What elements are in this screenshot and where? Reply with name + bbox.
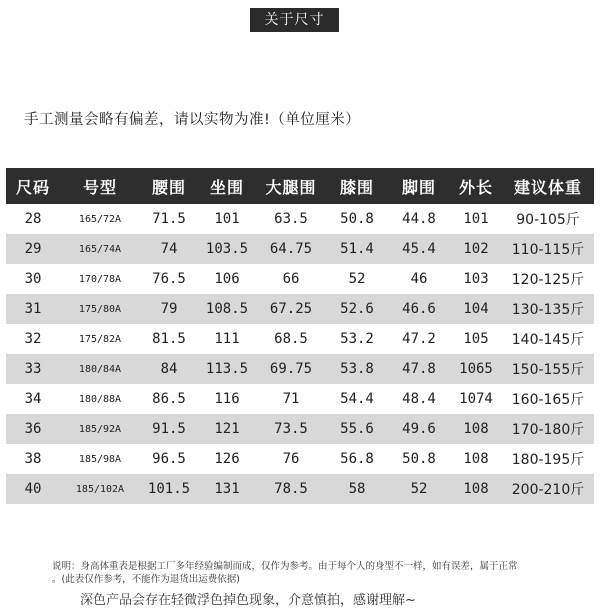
header-size: 尺码 [6,168,60,204]
cell-leg-opening: 52 [388,474,450,504]
cell-waist: 74 [140,234,198,264]
cell-leg-opening: 50.8 [388,444,450,474]
cell-weight: 160-165斤 [502,384,594,414]
cell-hip: 121 [198,414,256,444]
cell-waist: 96.5 [140,444,198,474]
table-row [6,384,594,414]
cell-weight: 120-125斤 [502,264,594,294]
cell-waist: 71.5 [140,204,198,234]
cell-weight: 150-155斤 [502,354,594,384]
cell-thigh: 67.25 [256,294,326,324]
cell-waist: 81.5 [140,324,198,354]
cell-leg-opening: 48.4 [388,384,450,414]
cell-weight: 180-195斤 [502,444,594,474]
cell-size: 38 [6,444,60,474]
table-row [6,324,594,354]
footnote-line-1: 说明：身高体重表是根据工厂多年经验编制而成，仅作为参考。由于每个人的身型不一样，如有误差，属于正常 [52,561,518,572]
cell-model: 175/80A [60,294,140,324]
cell-waist: 91.5 [140,414,198,444]
cell-waist: 84 [140,354,198,384]
cell-size: 34 [6,384,60,414]
section-title: 关于尺寸 [250,8,339,32]
cell-size: 32 [6,324,60,354]
header-outseam: 外长 [450,168,502,204]
cell-knee: 53.8 [326,354,388,384]
cell-leg-opening: 46.6 [388,294,450,324]
cell-knee: 55.6 [326,414,388,444]
cell-waist: 101.5 [140,474,198,504]
cell-model: 165/74A [60,234,140,264]
cell-weight: 130-135斤 [502,294,594,324]
cell-knee: 54.4 [326,384,388,414]
cell-size: 30 [6,264,60,294]
header-thigh: 大腿围 [256,168,326,204]
cell-knee: 53.2 [326,324,388,354]
cell-knee: 52.6 [326,294,388,324]
cell-leg-opening: 44.8 [388,204,450,234]
table-row [6,354,594,384]
cell-hip: 126 [198,444,256,474]
cell-waist: 76.5 [140,264,198,294]
cell-leg-opening: 45.4 [388,234,450,264]
cell-model: 185/98A [60,444,140,474]
cell-knee: 58 [326,474,388,504]
table-row [6,264,594,294]
cell-model: 180/88A [60,384,140,414]
cell-outseam: 108 [450,414,502,444]
cell-leg-opening: 47.2 [388,324,450,354]
cell-hip: 103.5 [198,234,256,264]
header-waist: 腰围 [140,168,198,204]
cell-outseam: 102 [450,234,502,264]
table-row [6,234,594,264]
cell-size: 40 [6,474,60,504]
cell-thigh: 66 [256,264,326,294]
cell-thigh: 64.75 [256,234,326,264]
cell-outseam: 103 [450,264,502,294]
cell-leg-opening: 49.6 [388,414,450,444]
cell-leg-opening: 46 [388,264,450,294]
cell-thigh: 68.5 [256,324,326,354]
cell-weight: 90-105斤 [502,204,594,234]
cell-thigh: 76 [256,444,326,474]
cell-waist: 86.5 [140,384,198,414]
header-leg-opening: 脚围 [388,168,450,204]
cell-leg-opening: 47.8 [388,354,450,384]
footnote-line-2: 。(此表仅作参考，不能作为退货出运费依据) [52,574,240,585]
table-row [6,294,594,324]
cell-size: 31 [6,294,60,324]
cell-hip: 101 [198,204,256,234]
cell-thigh: 73.5 [256,414,326,444]
cell-hip: 116 [198,384,256,414]
cell-thigh: 69.75 [256,354,326,384]
header-model: 号型 [60,168,140,204]
cell-outseam: 1065 [450,354,502,384]
cell-outseam: 108 [450,474,502,504]
header-hip: 坐围 [198,168,256,204]
cell-model: 185/102A [60,474,140,504]
cell-knee: 56.8 [326,444,388,474]
cell-size: 29 [6,234,60,264]
cell-waist: 79 [140,294,198,324]
cell-weight: 200-210斤 [502,474,594,504]
cell-outseam: 1074 [450,384,502,414]
cell-model: 175/82A [60,324,140,354]
cell-thigh: 63.5 [256,204,326,234]
cell-hip: 111 [198,324,256,354]
cell-knee: 52 [326,264,388,294]
cell-knee: 51.4 [326,234,388,264]
cell-hip: 131 [198,474,256,504]
size-table [6,168,594,504]
cell-weight: 110-115斤 [502,234,594,264]
cell-thigh: 71 [256,384,326,414]
cell-outseam: 108 [450,444,502,474]
cell-model: 185/92A [60,414,140,444]
cell-outseam: 105 [450,324,502,354]
cell-hip: 106 [198,264,256,294]
cell-thigh: 78.5 [256,474,326,504]
cell-size: 28 [6,204,60,234]
cell-outseam: 101 [450,204,502,234]
table-row [6,444,594,474]
cell-model: 165/72A [60,204,140,234]
table-header-row [6,168,594,204]
cell-size: 33 [6,354,60,384]
table-row [6,414,594,444]
header-weight: 建议体重 [502,168,594,204]
cell-model: 170/78A [60,264,140,294]
cell-size: 36 [6,414,60,444]
color-fade-notice: 深色产品会存在轻微浮色掉色现象，介意慎拍，感谢理解~ [80,593,416,608]
table-row [6,474,594,504]
header-knee: 膝围 [326,168,388,204]
cell-hip: 113.5 [198,354,256,384]
cell-model: 180/84A [60,354,140,384]
cell-knee: 50.8 [326,204,388,234]
cell-hip: 108.5 [198,294,256,324]
measurement-note: 手工测量会略有偏差，请以实物为准!（单位厘米） [24,112,361,128]
cell-outseam: 104 [450,294,502,324]
cell-weight: 140-145斤 [502,324,594,354]
table-row [6,204,594,234]
cell-weight: 170-180斤 [502,414,594,444]
